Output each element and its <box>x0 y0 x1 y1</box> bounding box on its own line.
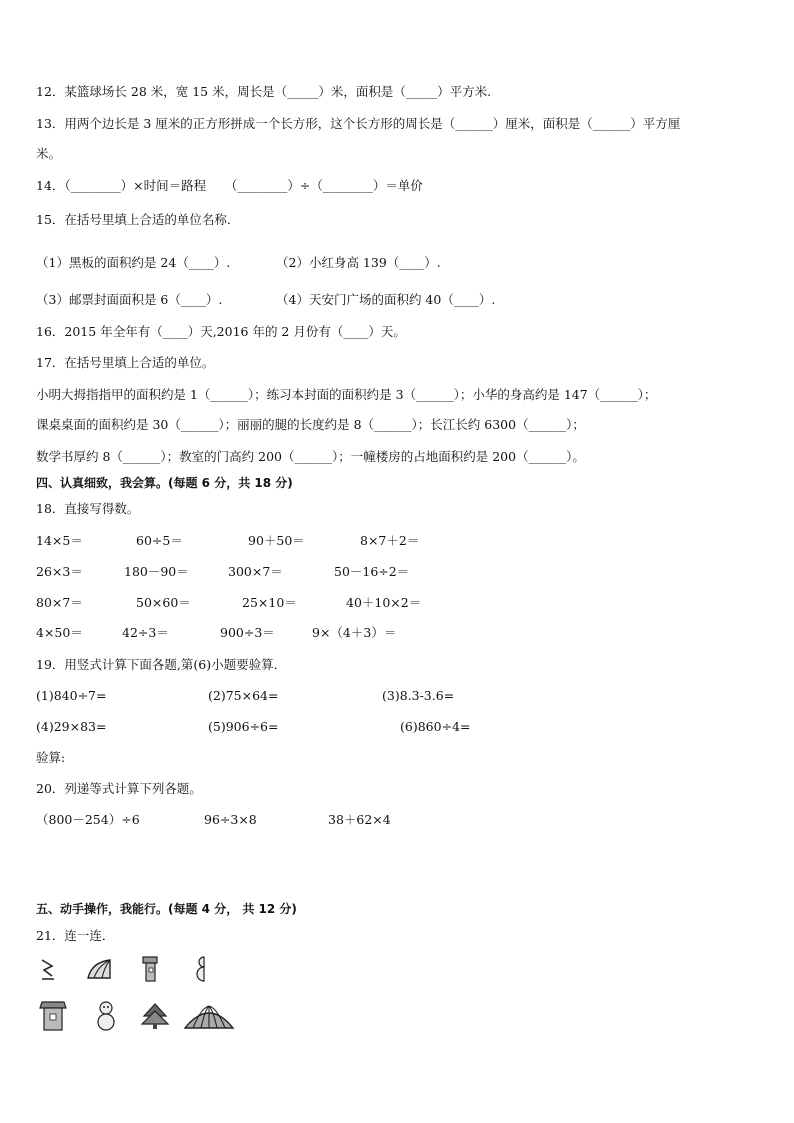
calc-item: 50×60＝ <box>136 595 191 610</box>
vertical-calc-item: (4)29×83= <box>36 719 107 734</box>
question-17: 17．在括号里填上合适的单位。 <box>36 355 215 370</box>
calc-item: 40＋10×2＝ <box>346 595 422 610</box>
question-18: 18．直接写得数。 <box>36 501 140 516</box>
vertical-calc-item: (3)8.3-3.6= <box>382 688 455 703</box>
question-12: 12．某篮球场长 28 米，宽 15 米，周长是（_____）米，面积是（_____）平方米. <box>36 84 492 99</box>
calc-item: 26×3＝ <box>36 564 83 579</box>
question-17-line2: 课桌桌面的面积约是 30（______）；丽丽的腿的长度约是 8（______）；长江长约 6300（______）； <box>36 417 585 432</box>
question-13-line1: 13．用两个边长是 3 厘米的正方形拼成一个长方形，这个长方形的周长是（______）厘米，面积是（______）平方厘 <box>36 116 681 131</box>
calc-item: 4×50＝ <box>36 625 83 640</box>
calc-item: 42÷3＝ <box>122 625 169 640</box>
question-16: 16．2015 年全年有（____）天,2016 年的 2 月份有（____）天。 <box>36 324 406 339</box>
stepwise-calc-item: 38＋62×4 <box>328 812 391 827</box>
house-figure <box>38 1000 68 1032</box>
calc-item: 80×7＝ <box>36 595 83 610</box>
calc-item: 25×10＝ <box>242 595 297 610</box>
half-umbrella-figure <box>86 956 114 982</box>
vertical-calc-item: (5)906÷6= <box>208 719 279 734</box>
question-17-line1: 小明大拇指指甲的面积约是 1（______）；练习本封面的面积约是 3（______）；小华的身高约是 147（______）； <box>36 387 657 402</box>
vertical-calc-item: (1)840÷7= <box>36 688 107 703</box>
calc-item: 300×7＝ <box>228 564 283 579</box>
question-17-line3: 数学书厚约 8（______）；教室的门高约 200（______）；一幢楼房的占地面积约是 200（______）。 <box>36 449 585 464</box>
umbrella-figure <box>183 1004 235 1032</box>
question-15-item-4: （4）天安门广场的面积约 40（____）. <box>276 292 496 307</box>
question-20: 20．列递等式计算下列各题。 <box>36 781 202 796</box>
question-13-line2: 米。 <box>36 146 62 161</box>
calc-item: 180－90＝ <box>124 564 189 579</box>
question-21: 21．连一连． <box>36 928 115 943</box>
vertical-calc-item: (6)860÷4= <box>400 719 471 734</box>
stepwise-calc-item: 96÷3×8 <box>204 812 257 827</box>
question-15: 15．在括号里填上合适的单位名称． <box>36 212 240 227</box>
calc-item: 90＋50＝ <box>248 533 305 548</box>
question-15-item-1: （1）黑板的面积约是 24（____）. <box>36 255 231 270</box>
calc-item: 900÷3＝ <box>220 625 275 640</box>
calc-item: 60÷5＝ <box>136 533 183 548</box>
question-19: 19．用竖式计算下面各题,第(6)小题要验算． <box>36 657 287 672</box>
tree-figure <box>140 1002 170 1030</box>
question-15-item-2: （2）小红身高 139（____）. <box>276 255 441 270</box>
verification-label: 验算: <box>36 750 66 765</box>
question-14: 14．（________）×时间＝路程 （________）÷（________）＝单价 <box>36 178 423 193</box>
section-4-heading: 四、认真细致，我会算。(每题 6 分，共 18 分) <box>36 476 293 490</box>
half-figure-zigzag <box>38 956 60 982</box>
half-snowman-figure <box>194 955 214 983</box>
question-15-item-3: （3）邮票封面面积是 6（____）. <box>36 292 223 307</box>
section-5-heading: 五、动手操作，我能行。(每题 4 分， 共 12 分) <box>36 902 297 916</box>
half-house-figure <box>140 955 162 983</box>
stepwise-calc-item: （800－254）÷6 <box>36 812 140 827</box>
calc-item: 14×5＝ <box>36 533 83 548</box>
calc-item: 9×（4＋3）＝ <box>312 625 397 640</box>
calc-item: 8×7＋2＝ <box>360 533 420 548</box>
snowman-figure <box>94 1000 118 1032</box>
calc-item: 50－16÷2＝ <box>334 564 410 579</box>
vertical-calc-item: (2)75×64= <box>208 688 279 703</box>
